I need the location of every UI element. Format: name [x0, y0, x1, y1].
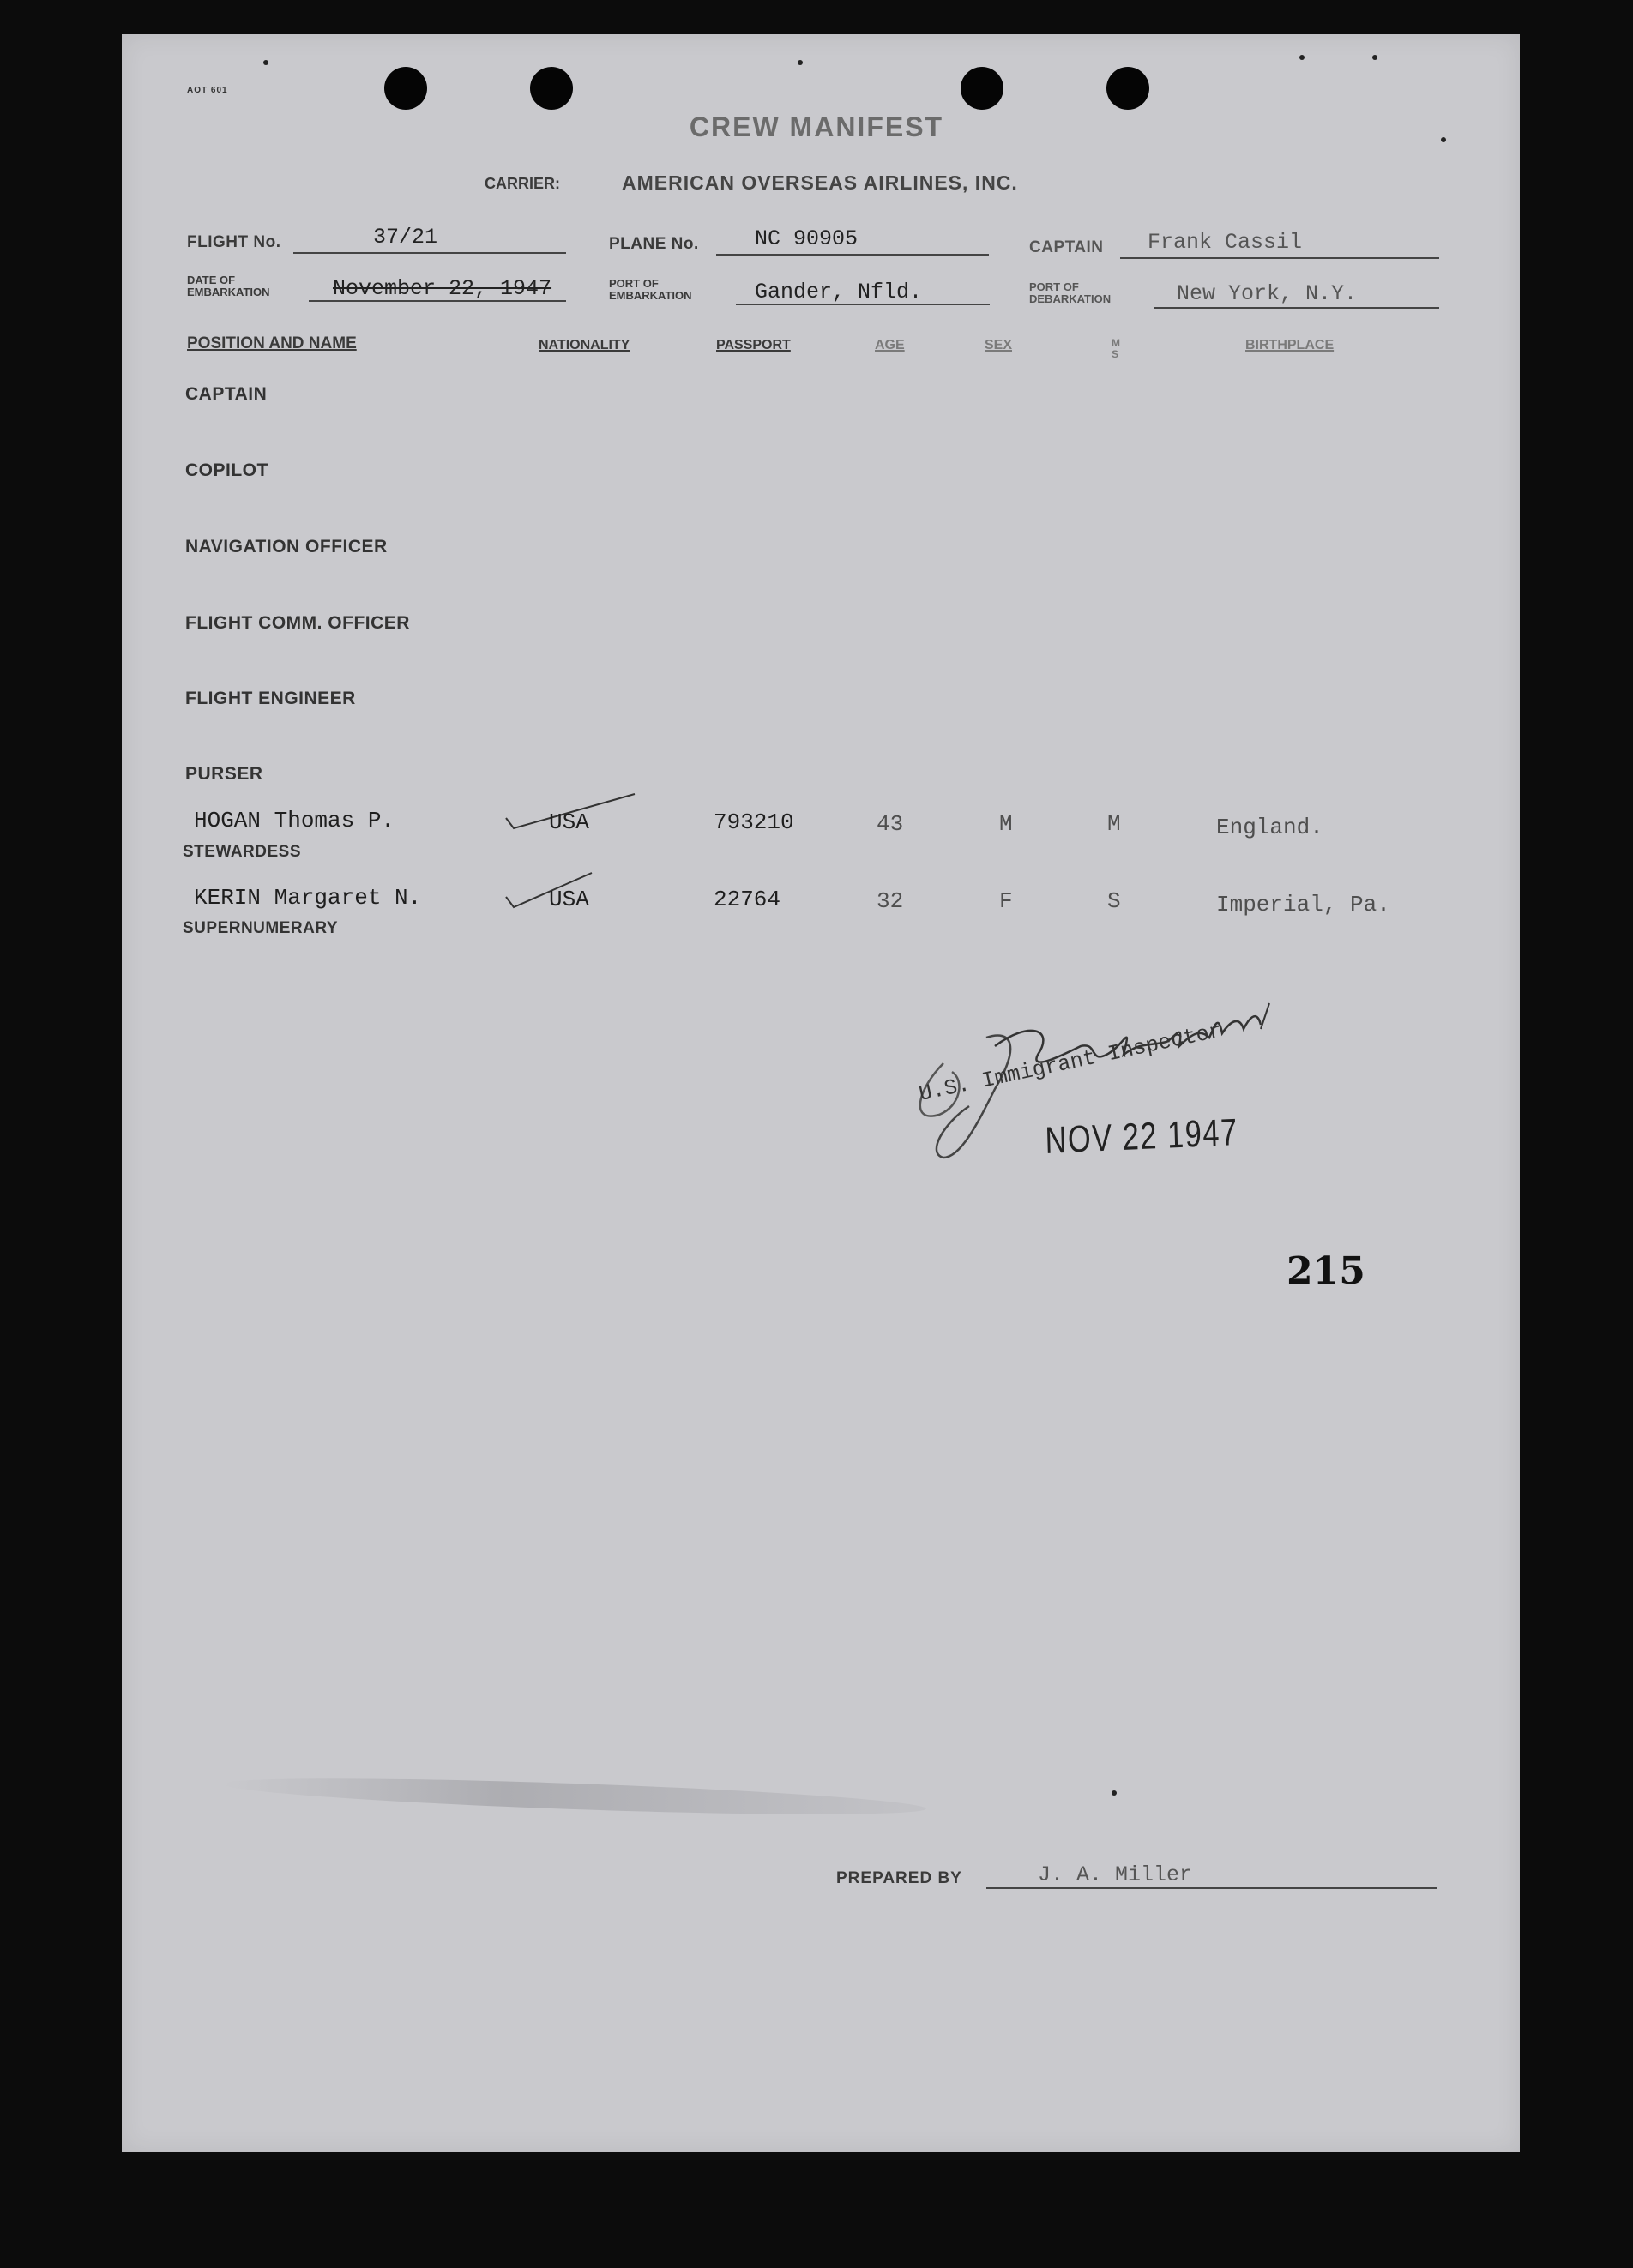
- flight-no-line: [293, 252, 566, 254]
- position-copilot: COPILOT: [185, 460, 268, 480]
- column-marital-line-2: S: [1112, 348, 1119, 360]
- crew-marital-status: M: [1107, 811, 1121, 837]
- column-birthplace: BIRTHPLACE: [1245, 338, 1335, 352]
- crew-name: HOGAN Thomas P.: [194, 808, 395, 833]
- date-of-embarkation-label: [187, 274, 270, 298]
- crew-sex: F: [999, 888, 1013, 914]
- punch-hole: [530, 67, 573, 110]
- flight-no-label: FLIGHT No.: [187, 233, 281, 251]
- carrier-name: AMERICAN OVERSEAS AIRLINES, INC.: [622, 171, 1018, 194]
- crew-birthplace: Imperial, Pa.: [1216, 892, 1390, 917]
- port-of-debarkation-value: New York, N.Y.: [1177, 281, 1358, 306]
- port-emb-label-line-2: EMBARKATION: [609, 289, 692, 302]
- plane-no-label: PLANE No.: [609, 235, 699, 253]
- inspector-title: U.S. Immigrant Inspector: [916, 1018, 1225, 1107]
- carrier-label: CARRIER:: [485, 175, 560, 192]
- captain-label: CAPTAIN: [1029, 238, 1104, 256]
- speck: [1372, 55, 1377, 60]
- port-of-embarkation-value: Gander, Nfld.: [755, 280, 923, 304]
- column-sex: SEX: [985, 338, 1013, 352]
- punch-hole: [1106, 67, 1149, 110]
- date-label-line-2: EMBARKATION: [187, 286, 270, 298]
- column-marital-line-1: M: [1112, 337, 1120, 349]
- crew-birthplace: England.: [1216, 815, 1323, 840]
- crew-age: 43: [877, 811, 904, 837]
- prepared-by-line: [986, 1887, 1437, 1889]
- prepared-by-name: J. A. Miller: [1038, 1862, 1193, 1887]
- page-number: 215: [1287, 1249, 1365, 1293]
- crew-nationality: USA: [549, 809, 589, 835]
- column-age: AGE: [875, 338, 905, 352]
- port-emb-label-line-1: PORT OF: [609, 277, 659, 290]
- position-captain: CAPTAIN: [185, 384, 268, 404]
- captain-value: Frank Cassil: [1148, 230, 1303, 255]
- speck: [1112, 1790, 1117, 1796]
- speck: [798, 60, 803, 65]
- crew-passport: 22764: [714, 887, 781, 912]
- punch-hole: [961, 67, 1003, 110]
- port-deb-line: [1154, 307, 1439, 309]
- prepared-by-label: PREPARED BY: [836, 1869, 962, 1887]
- plane-no-line: [716, 254, 989, 256]
- date-label-line-1: DATE OF: [187, 274, 236, 286]
- position-flight-comm-officer: FLIGHT COMM. OFFICER: [185, 613, 410, 633]
- date-of-embarkation-value: November 22, 1947: [333, 276, 552, 301]
- crew-nationality: USA: [549, 887, 589, 912]
- crew-marital-status: S: [1107, 888, 1121, 914]
- port-of-debarkation-label: [1029, 281, 1111, 305]
- crew-name: KERIN Margaret N.: [194, 885, 422, 911]
- speck: [1299, 55, 1305, 60]
- inspection-date-stamp: NOV 22 1947: [1045, 1110, 1239, 1162]
- column-nationality: NATIONALITY: [539, 338, 630, 352]
- crew-passport: 793210: [714, 809, 794, 835]
- position-flight-engineer: FLIGHT ENGINEER: [185, 689, 356, 708]
- port-of-embarkation-label: [609, 278, 692, 302]
- column-position-and-name: POSITION AND NAME: [187, 334, 357, 352]
- flight-no-value: 37/21: [373, 225, 438, 250]
- position-purser: PURSER: [185, 764, 263, 784]
- speck: [263, 60, 268, 65]
- punch-hole: [384, 67, 427, 110]
- position-navigation-officer: NAVIGATION OFFICER: [185, 537, 388, 556]
- position-supernumerary: SUPERNUMERARY: [183, 919, 339, 937]
- document-title: CREW MANIFEST: [689, 111, 944, 142]
- form-code: AOT 601: [187, 86, 228, 95]
- port-deb-label-line-1: PORT OF: [1029, 280, 1079, 293]
- captain-line: [1120, 257, 1439, 259]
- crew-age: 32: [877, 888, 904, 914]
- column-passport: PASSPORT: [716, 338, 791, 352]
- crew-sex: M: [999, 811, 1013, 837]
- position-stewardess: STEWARDESS: [183, 843, 302, 861]
- plane-no-value: NC 90905: [755, 226, 859, 251]
- column-marital-status: [1112, 338, 1120, 360]
- port-deb-label-line-2: DEBARKATION: [1029, 292, 1112, 305]
